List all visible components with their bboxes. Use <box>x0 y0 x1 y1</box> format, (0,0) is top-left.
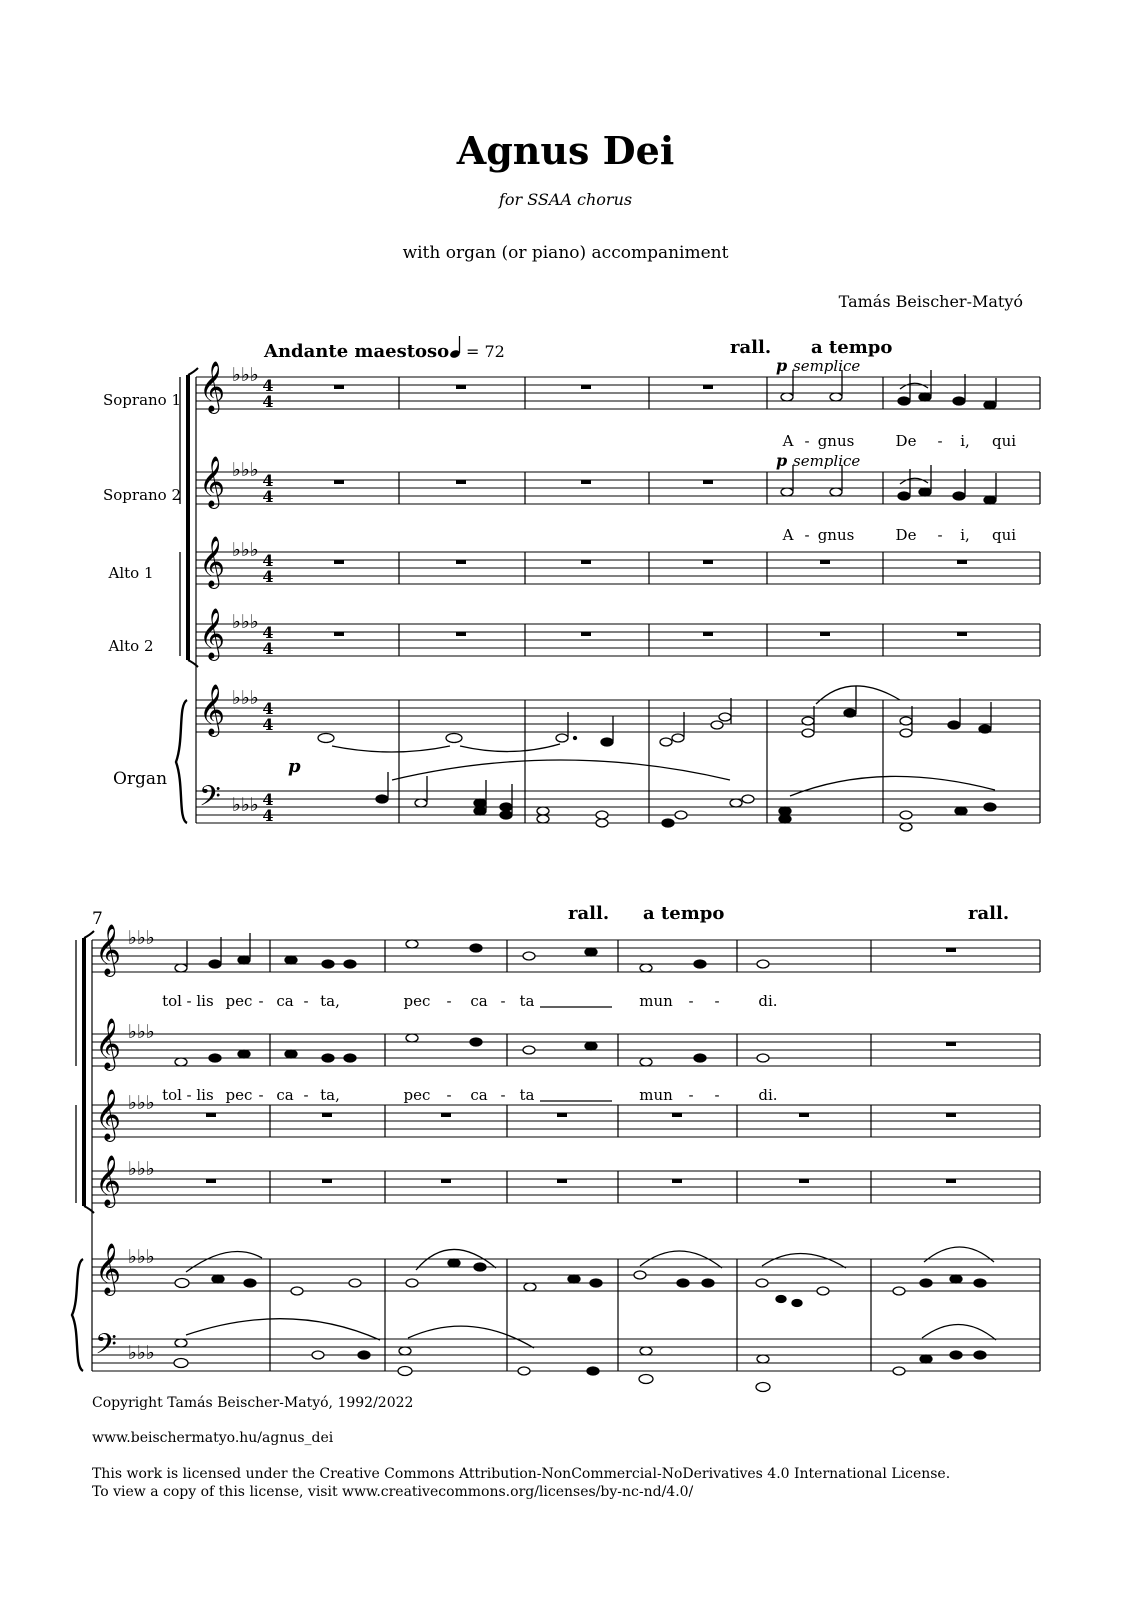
svg-text:i,: i, <box>960 526 970 544</box>
svg-text:4: 4 <box>262 487 274 506</box>
subtitle: for SSAA chorus <box>498 190 633 209</box>
svg-text:-: - <box>446 1086 452 1104</box>
system-2-brackets <box>72 931 94 1371</box>
svg-text:pec: pec <box>403 1086 431 1104</box>
svg-text:4: 4 <box>262 551 274 570</box>
semplice-soprano-2: semplice <box>793 452 861 470</box>
svg-text:-: - <box>446 992 452 1010</box>
svg-text:mun: mun <box>639 992 673 1010</box>
copyright-notice: Copyright Tamás Beischer-Matyó, 1992/2022 <box>92 1395 414 1411</box>
svg-text:4: 4 <box>262 376 274 395</box>
svg-text:gnus: gnus <box>817 432 855 450</box>
svg-text:pec: pec <box>403 992 431 1010</box>
treble-clef-icons-2 <box>95 924 121 1296</box>
svg-text:4: 4 <box>262 806 274 825</box>
svg-text:ta,: ta, <box>320 1086 340 1104</box>
instrument-name-alto-1: Alto 1 <box>108 564 154 582</box>
svg-text:♭♭♭: ♭♭♭ <box>232 794 259 816</box>
bass-clef-icon-2: 𝄢 <box>95 1328 117 1368</box>
measure-number: 7 <box>92 909 103 929</box>
svg-text:-: - <box>303 1086 309 1104</box>
svg-text:♭♭♭: ♭♭♭ <box>232 687 259 709</box>
svg-text:𝄞: 𝄞 <box>199 536 226 587</box>
key-signature-flats <box>232 364 259 816</box>
lyrics-soprano-1-system-2 <box>162 992 778 1010</box>
svg-text:-: - <box>186 1086 192 1104</box>
dynamic-p-organ: p <box>288 756 301 777</box>
whole-rests-system-1 <box>334 385 967 636</box>
svg-text:♭♭♭: ♭♭♭ <box>128 1342 155 1364</box>
svg-text:ca: ca <box>470 992 488 1010</box>
svg-text:ca: ca <box>470 1086 488 1104</box>
organ-notes-system-2 <box>174 1247 996 1392</box>
lyrics-soprano-2-system-2 <box>162 1086 778 1104</box>
instrument-name-alto-2: Alto 2 <box>108 637 154 655</box>
page-title: Agnus Dei <box>456 128 675 173</box>
semplice-soprano-1: semplice <box>793 357 861 375</box>
svg-text:4: 4 <box>262 715 274 734</box>
svg-text:-: - <box>804 432 810 450</box>
svg-text:ta,: ta, <box>320 992 340 1010</box>
svg-text:tol: tol <box>162 1086 182 1104</box>
svg-text:-: - <box>714 992 720 1010</box>
svg-text:♭♭♭: ♭♭♭ <box>232 611 259 633</box>
svg-text:mun: mun <box>639 1086 673 1104</box>
svg-text:𝄞: 𝄞 <box>199 608 226 659</box>
svg-text:𝄞: 𝄞 <box>95 1018 122 1069</box>
treble-clef-icons <box>199 361 225 737</box>
svg-text:A: A <box>782 432 794 450</box>
svg-text:tol: tol <box>162 992 182 1010</box>
license-line-2: To view a copy of this license, visit www.creativecommons.org/licenses/by-nc-nd/4.0/ <box>92 1484 694 1500</box>
tempo-bpm: = 72 <box>466 342 505 361</box>
svg-text:♭♭♭: ♭♭♭ <box>232 459 259 481</box>
svg-text:-: - <box>258 992 264 1010</box>
svg-text:gnus: gnus <box>817 526 855 544</box>
svg-text:-: - <box>258 1086 264 1104</box>
svg-text:di.: di. <box>758 1086 778 1104</box>
svg-text:𝄞: 𝄞 <box>199 684 226 735</box>
svg-text:𝄞: 𝄞 <box>95 1243 122 1294</box>
svg-text:♭♭♭: ♭♭♭ <box>128 927 155 949</box>
svg-text:4: 4 <box>262 471 274 490</box>
svg-text:i,: i, <box>960 432 970 450</box>
svg-text:A: A <box>782 526 794 544</box>
time-signatures <box>262 376 273 825</box>
svg-text:ta: ta <box>519 1086 535 1104</box>
svg-text:-: - <box>500 992 506 1010</box>
a-tempo-marking-2: a tempo <box>643 903 725 924</box>
svg-text:ca: ca <box>276 992 294 1010</box>
rall-marking: rall. <box>730 337 772 358</box>
instrument-name-soprano-1: Soprano 1 <box>102 391 182 409</box>
instrument-name-soprano-2: Soprano 2 <box>102 486 182 504</box>
rall-marking-2: rall. <box>568 903 610 924</box>
svg-text:𝄞: 𝄞 <box>199 456 226 507</box>
svg-text:♭♭♭: ♭♭♭ <box>128 1158 155 1180</box>
a-tempo-marking: a tempo <box>811 337 893 358</box>
svg-text:di.: di. <box>758 992 778 1010</box>
svg-text:ca: ca <box>276 1086 294 1104</box>
quarter-note-icon <box>449 336 461 359</box>
lyrics-soprano-1-system-1 <box>782 432 1017 450</box>
svg-text:De: De <box>895 526 917 544</box>
work-url: www.beischermatyo.hu/agnus_dei <box>92 1430 334 1446</box>
rall-marking-3: rall. <box>968 903 1010 924</box>
svg-text:pec: pec <box>225 992 253 1010</box>
accompaniment-note: with organ (or piano) accompaniment <box>402 243 729 263</box>
lyrics-soprano-2-system-1 <box>782 526 1017 544</box>
svg-text:-: - <box>937 526 943 544</box>
dynamic-p-soprano-1: p <box>776 356 788 375</box>
svg-text:pec: pec <box>225 1086 253 1104</box>
svg-text:-: - <box>714 1086 720 1104</box>
svg-text:4: 4 <box>262 790 274 809</box>
svg-text:qui: qui <box>991 526 1017 544</box>
svg-text:-: - <box>688 992 694 1010</box>
composer: Tamás Beischer-Matyó <box>838 292 1023 311</box>
svg-text:-: - <box>186 992 192 1010</box>
svg-text:4: 4 <box>262 392 274 411</box>
svg-text:ta: ta <box>519 992 535 1010</box>
tempo-text: Andante maestoso <box>264 341 450 362</box>
svg-text:De: De <box>895 432 917 450</box>
svg-text:4: 4 <box>262 639 274 658</box>
system-1-brackets <box>176 368 198 823</box>
instrument-name-organ: Organ <box>112 769 168 789</box>
svg-text:𝄞: 𝄞 <box>199 361 226 412</box>
bass-clef-icon: 𝄢 <box>199 780 221 820</box>
svg-text:4: 4 <box>262 699 274 718</box>
svg-text:4: 4 <box>262 567 274 586</box>
dynamic-p-soprano-2: p <box>776 451 788 470</box>
svg-text:♭♭♭: ♭♭♭ <box>232 539 259 561</box>
svg-text:lis: lis <box>196 1086 214 1104</box>
svg-text:qui: qui <box>991 432 1017 450</box>
svg-text:♭♭♭: ♭♭♭ <box>128 1092 155 1114</box>
svg-text:♭♭♭: ♭♭♭ <box>232 364 259 386</box>
svg-text:-: - <box>500 1086 506 1104</box>
svg-text:-: - <box>303 992 309 1010</box>
svg-text:𝄞: 𝄞 <box>95 924 122 975</box>
svg-text:♭♭♭: ♭♭♭ <box>128 1246 155 1268</box>
svg-text:-: - <box>804 526 810 544</box>
svg-text:𝄞: 𝄞 <box>95 1089 122 1140</box>
svg-text:lis: lis <box>196 992 214 1010</box>
svg-text:4: 4 <box>262 623 274 642</box>
svg-text:♭♭♭: ♭♭♭ <box>128 1021 155 1043</box>
barlines-system-1 <box>399 377 1040 823</box>
license-line-1: This work is licensed under the Creative Commons Attribution-NonCommercial-NoDerivatives 4.0 International License. <box>92 1466 951 1482</box>
svg-text:𝄞: 𝄞 <box>95 1155 122 1206</box>
key-signature-flats-2 <box>128 927 155 1364</box>
svg-text:-: - <box>688 1086 694 1104</box>
svg-text:-: - <box>937 432 943 450</box>
